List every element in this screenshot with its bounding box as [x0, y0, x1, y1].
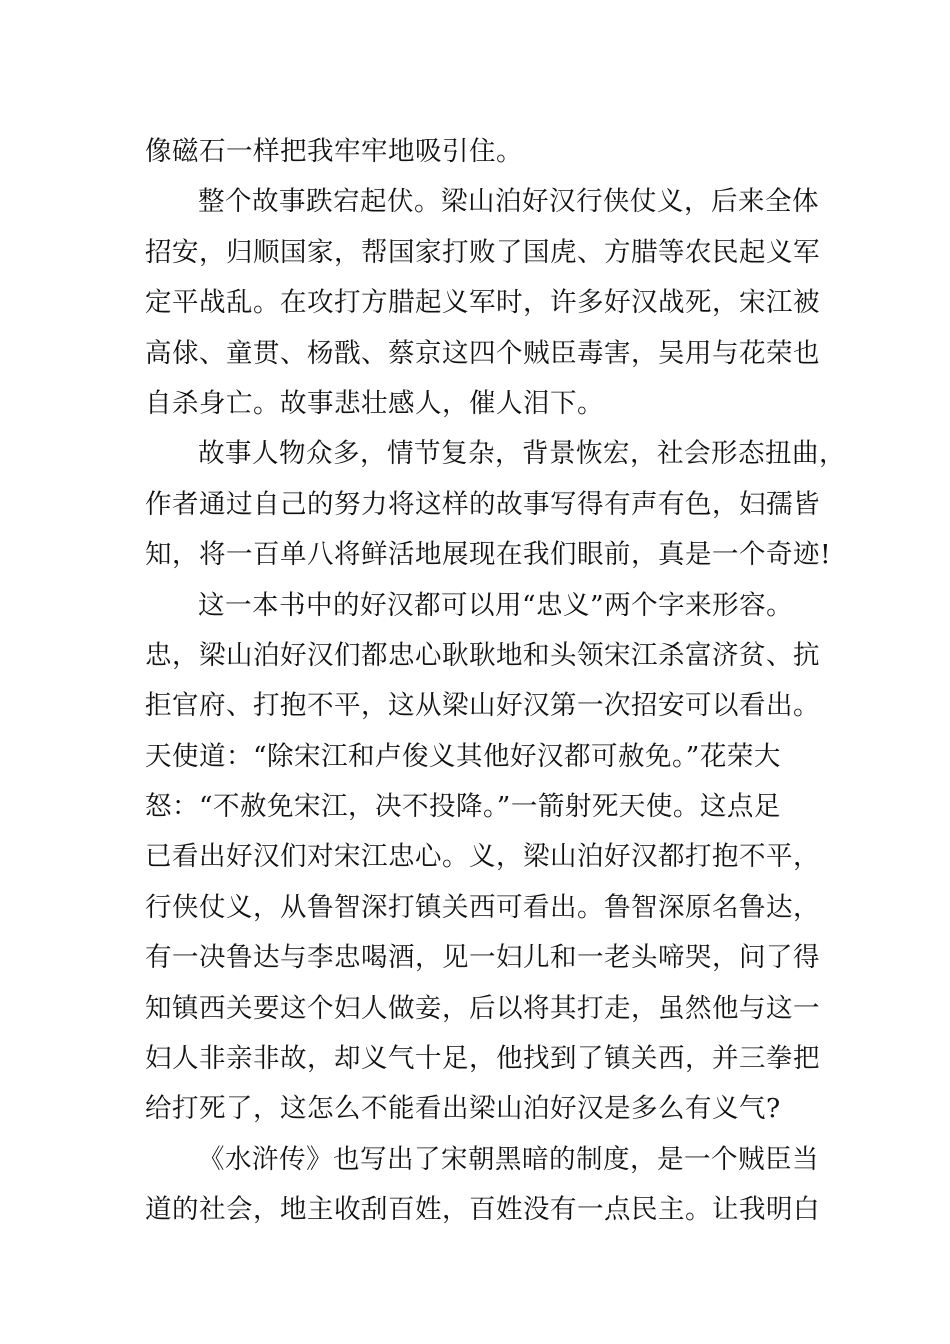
text-line-8: 作者通过自己的努力将这样的故事写得有声有色，妇孺皆: [145, 488, 820, 520]
text-line-13: 天使道：“除宋江和卢俊义其他好汉都可赦免。”花荣大: [145, 740, 781, 772]
text-line-21: 《水浒传》也写出了宋朝黑暗的制度，是一个贼臣当: [198, 1143, 819, 1175]
text-line-14: 怒：“不赦免宋江，决不投降。”一箭射死天使。这点足: [145, 791, 781, 823]
text-line-1: 像磁石一样把我牢牢地吸引住。: [145, 136, 523, 167]
text-line-7: 故事人物众多，情节复杂，背景恢宏，社会形态扭曲，: [198, 438, 846, 470]
text-line-3: 招安，归顺国家，帮国家打败了国虎、方腊等农民起义军: [145, 236, 820, 268]
text-line-20: 给打死了，这怎么不能看出梁山泊好汉是多么有义气?: [145, 1093, 781, 1125]
text-line-6: 自杀身亡。故事悲壮感人，催人泪下。: [145, 387, 604, 419]
text-line-17: 有一决鲁达与李忠喝酒，见一妇儿和一老头啼哭，问了得: [145, 942, 820, 974]
text-line-19: 妇人非亲非故，却义气十足，他找到了镇关西，并三拳把: [145, 1043, 820, 1075]
text-line-10: 这一本书中的好汉都可以用“忠义”两个字来形容。: [198, 589, 794, 621]
text-line-12: 拒官府、打抱不平，这从梁山好汉第一次招安可以看出。: [145, 690, 820, 722]
text-line-16: 行侠仗义，从鲁智深打镇关西可看出。鲁智深原名鲁达，: [145, 891, 820, 923]
document-body: [145, 127, 846, 1236]
text-line-18: 知镇西关要这个妇人做妾，后以将其打走，虽然他与这一: [145, 992, 820, 1024]
text-line-22: 道的社会，地主收刮百姓，百姓没有一点民主。让我明白: [145, 1194, 820, 1226]
text-line-4: 定平战乱。在攻打方腊起义军时，许多好汉战死，宋江被: [145, 287, 820, 319]
text-line-9: 知，将一百单八将鲜活地展现在我们眼前，真是一个奇迹!: [145, 539, 832, 571]
text-line-11: 忠，梁山泊好汉们都忠心耿耿地和头领宋江杀富济贫、抗: [145, 639, 820, 671]
text-line-2: 整个故事跌宕起伏。梁山泊好汉行侠仗义，后来全体: [198, 186, 819, 218]
text-line-5: 高俅、童贯、杨戬、蔡京这四个贼臣毒害，吴用与花荣也: [145, 337, 820, 369]
text-line-15: 已看出好汉们对宋江忠心。义，梁山泊好汉都打抱不平，: [145, 841, 820, 873]
